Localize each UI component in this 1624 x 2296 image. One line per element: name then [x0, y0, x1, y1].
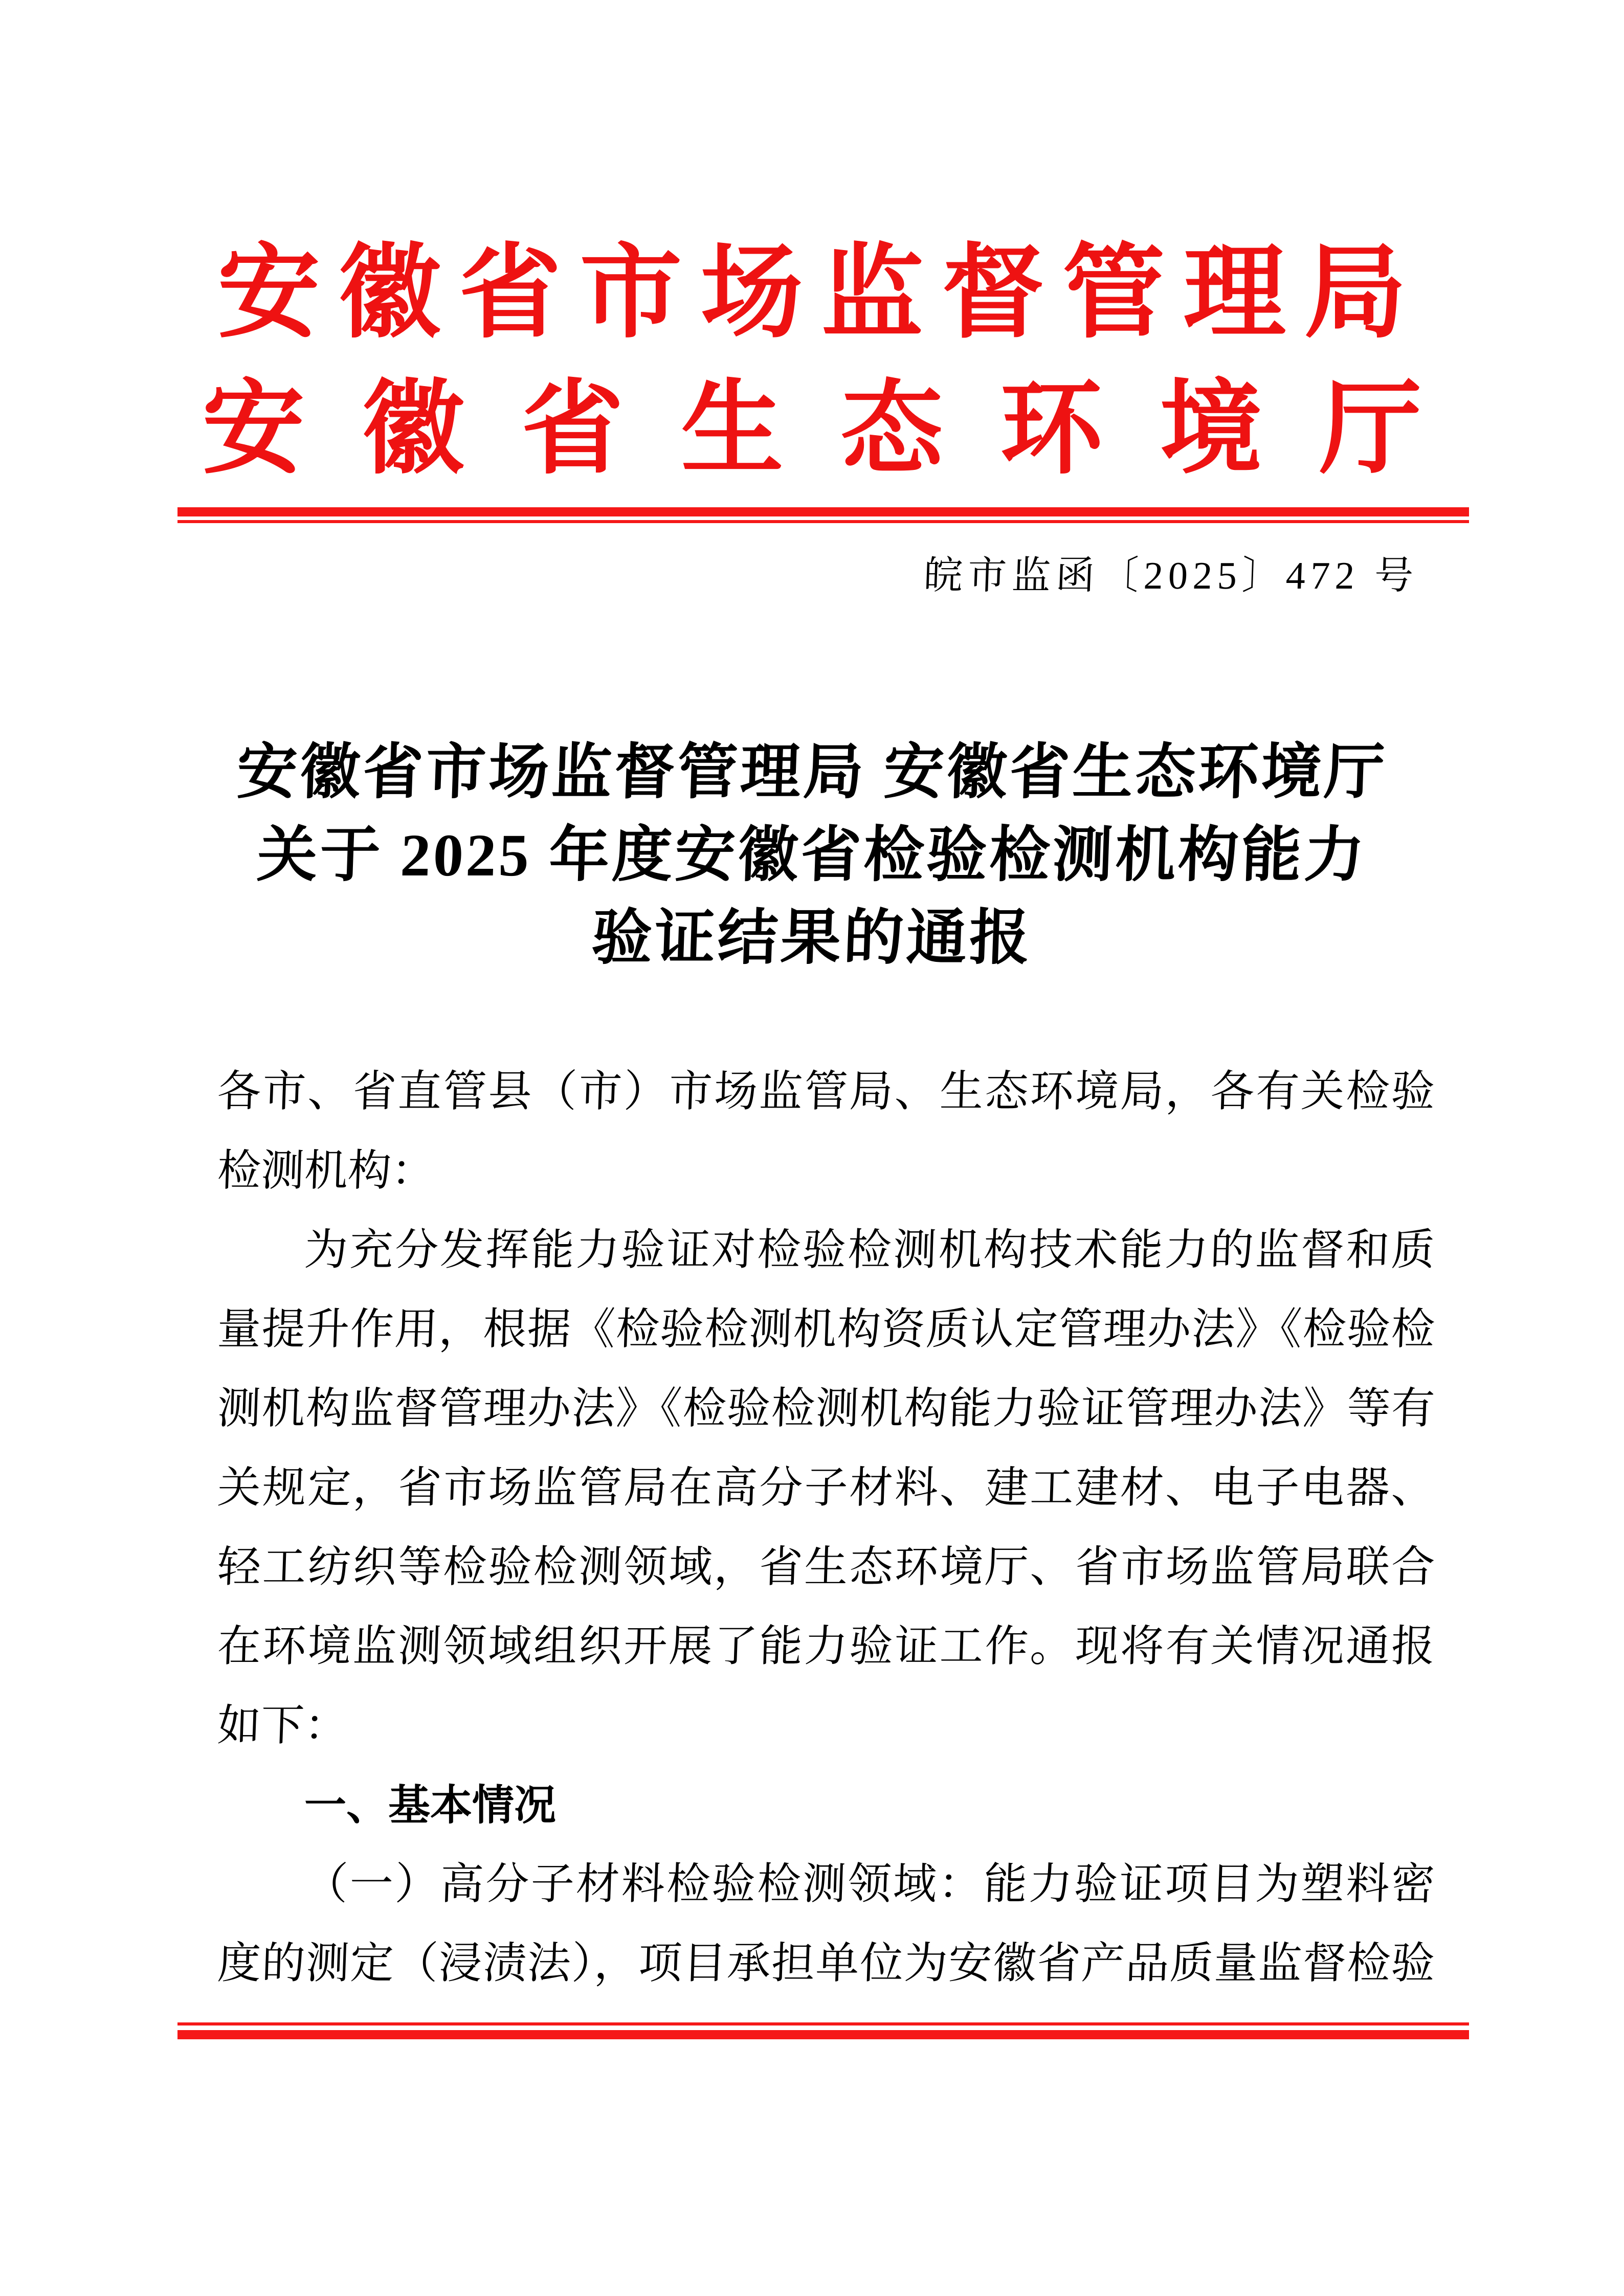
rule-top-thin — [177, 520, 1469, 523]
rule-top-thick — [177, 507, 1469, 516]
body-line-12: 度的测定（浸渍法），项目承担单位为安徽省产品质量监督检验 — [216, 1940, 1436, 1988]
document-title — [0, 731, 1624, 980]
body-line-9: 如下： — [216, 1702, 349, 1750]
body-line-1: 各市、省直管县（市）市场监管局、生态环境局，各有关检验 — [216, 1068, 1436, 1116]
body-line-11: （一）高分子材料检验检测领域：能力验证项目为塑料密 — [303, 1860, 1436, 1908]
body-line-7: 轻工纺织等检验检测领域，省生态环境厅、省市场监管局联合 — [216, 1543, 1436, 1591]
agency-name-line-2-text: 安徽省生态环境厅 — [202, 373, 1479, 486]
agency-name-line-1 — [0, 239, 1624, 349]
double-rule-bottom — [177, 2022, 1469, 2039]
body-line-6: 关规定，省市场监管局在高分子材料、建工建材、电子电器、 — [216, 1464, 1436, 1512]
rule-bottom-thin — [177, 2022, 1469, 2025]
body-line-3: 为充分发挥能力验证对检验检测机构技术能力的监督和质 — [303, 1226, 1436, 1274]
body-line-2: 检测机构： — [216, 1147, 436, 1195]
letterhead — [0, 239, 1624, 485]
agency-name-line-1-text: 安徽省市场监督管理局 — [217, 237, 1425, 350]
body-line-5: 测机构监督管理办法》《检验检测机构能力验证管理办法》等有 — [216, 1385, 1436, 1433]
double-rule-top — [177, 507, 1469, 523]
rule-bottom-thick — [177, 2030, 1469, 2039]
section-heading: 一、基本情况 — [304, 1782, 557, 1829]
title-line-3: 验证结果的通报 — [590, 905, 1034, 972]
agency-name-line-2 — [0, 375, 1624, 485]
title-line-2: 关于 2025 年度安徽省检验检测机构能力 — [256, 822, 1368, 889]
body-line-8: 在环境监测领域组织开展了能力验证工作。现将有关情况通报 — [216, 1623, 1436, 1671]
body-line-4: 量提升作用，根据《检验检测机构资质认定管理办法》《检验检 — [216, 1305, 1436, 1354]
title-line-1: 安徽省市场监督管理局 安徽省生态环境厅 — [235, 739, 1389, 806]
document-number: 皖市监函〔2025〕472 号 — [923, 554, 1419, 597]
document-body — [217, 1052, 1435, 2004]
